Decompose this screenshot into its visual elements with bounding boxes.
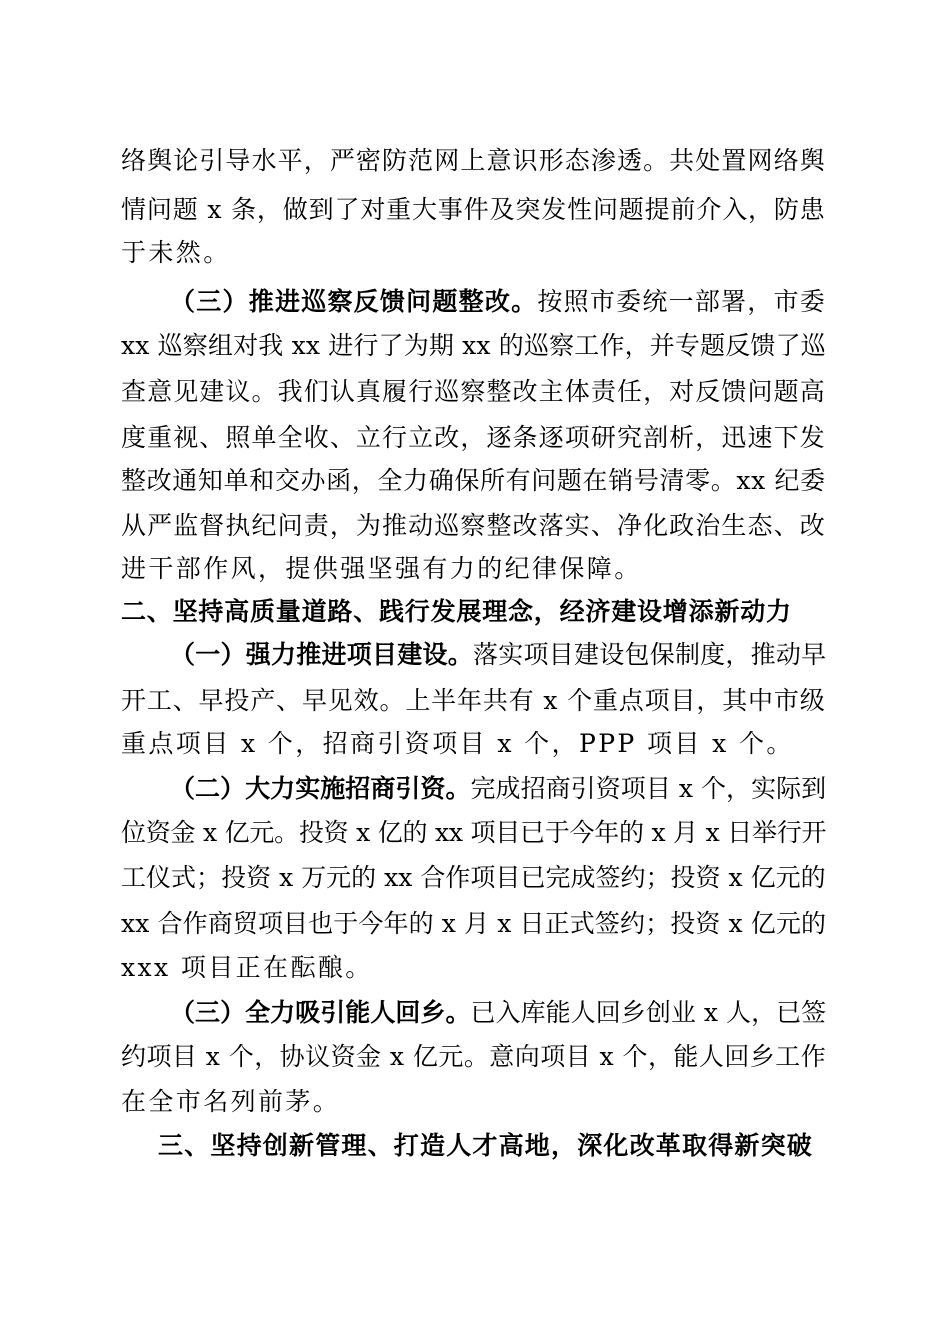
section-heading: 三、坚持创新管理、打造人才高地，深化改革取得新突破 xyxy=(158,1131,814,1160)
paragraph-line: 情问题 x 条，做到了对重大事件及突发性问题提前介入，防患 xyxy=(121,195,826,224)
paragraph-line: 开工、早投产、早见效。上半年共有 x 个重点项目，其中市级 xyxy=(121,686,826,715)
paragraph-line: 查意见建议。我们认真履行巡察整改主体责任，对反馈问题高 xyxy=(121,377,826,406)
paragraph-text: 按照市委统一部署，市委 xyxy=(537,287,827,316)
paragraph-lead: （三）推进巡察反馈问题整改。 xyxy=(170,287,538,316)
paragraph-first-line xyxy=(170,996,826,1030)
paragraph-lead: （三）全力吸引能人回乡。 xyxy=(170,998,471,1027)
paragraph-line: 度重视、照单全收、立行立改，逐条逐项研究剖析，迅速下发 xyxy=(121,423,826,452)
paragraph-line: 在全市名列前茅。 xyxy=(121,1087,341,1116)
paragraph-line: xx 合作商贸项目也于今年的 x 月 x 日正式签约；投资 x 亿元的 xyxy=(121,909,827,938)
paragraph-text: 已入库能人回乡创业 x 人，已签 xyxy=(470,998,827,1027)
paragraph-line: 从严监督执纪问责，为推动巡察整改落实、净化政治生态、改 xyxy=(121,511,826,540)
paragraph-first-line xyxy=(170,285,826,319)
paragraph-line: 于未然。 xyxy=(121,238,231,267)
paragraph-line: 重点项目 x 个，招商引资项目 x 个，PPP 项目 x 个。 xyxy=(121,729,794,758)
paragraph-line: 整改通知单和交办函，全力确保所有问题在销号清零。xx 纪委 xyxy=(121,466,826,495)
paragraph-lead: （一）强力推进项目建设。 xyxy=(170,640,473,669)
paragraph-line: xx 巡察组对我 xx 进行了为期 xx 的巡察工作，并专题反馈了巡 xyxy=(121,331,826,360)
paragraph-line: 络舆论引导水平，严密防范网上意识形态渗透。共处置网络舆 xyxy=(121,146,826,175)
paragraph-lead: （二）大力实施招商引资。 xyxy=(170,774,471,803)
paragraph-text: 落实项目建设包保制度，推动早 xyxy=(472,640,827,669)
paragraph-text: 完成招商引资项目 x 个，实际到 xyxy=(470,774,827,803)
paragraph-line: 工仪式；投资 x 万元的 xx 合作项目已完成签约；投资 x 亿元的 xyxy=(121,863,826,892)
paragraph-line: xxx 项目正在酝酿。 xyxy=(121,953,373,982)
paragraph-first-line xyxy=(170,638,826,672)
paragraph-line: 约项目 x 个，协议资金 x 亿元。意向项目 x 个，能人回乡工作 xyxy=(121,1042,827,1071)
section-heading: 二、坚持高质量道路、践行发展理念，经济建设增添新动力 xyxy=(121,597,792,626)
paragraph-first-line xyxy=(170,772,826,806)
paragraph-line: 位资金 x 亿元。投资 x 亿的 xx 项目已于今年的 x 月 x 日举行开 xyxy=(121,818,827,847)
paragraph-line: 进干部作风，提供强坚强有力的纪律保障。 xyxy=(121,554,642,583)
